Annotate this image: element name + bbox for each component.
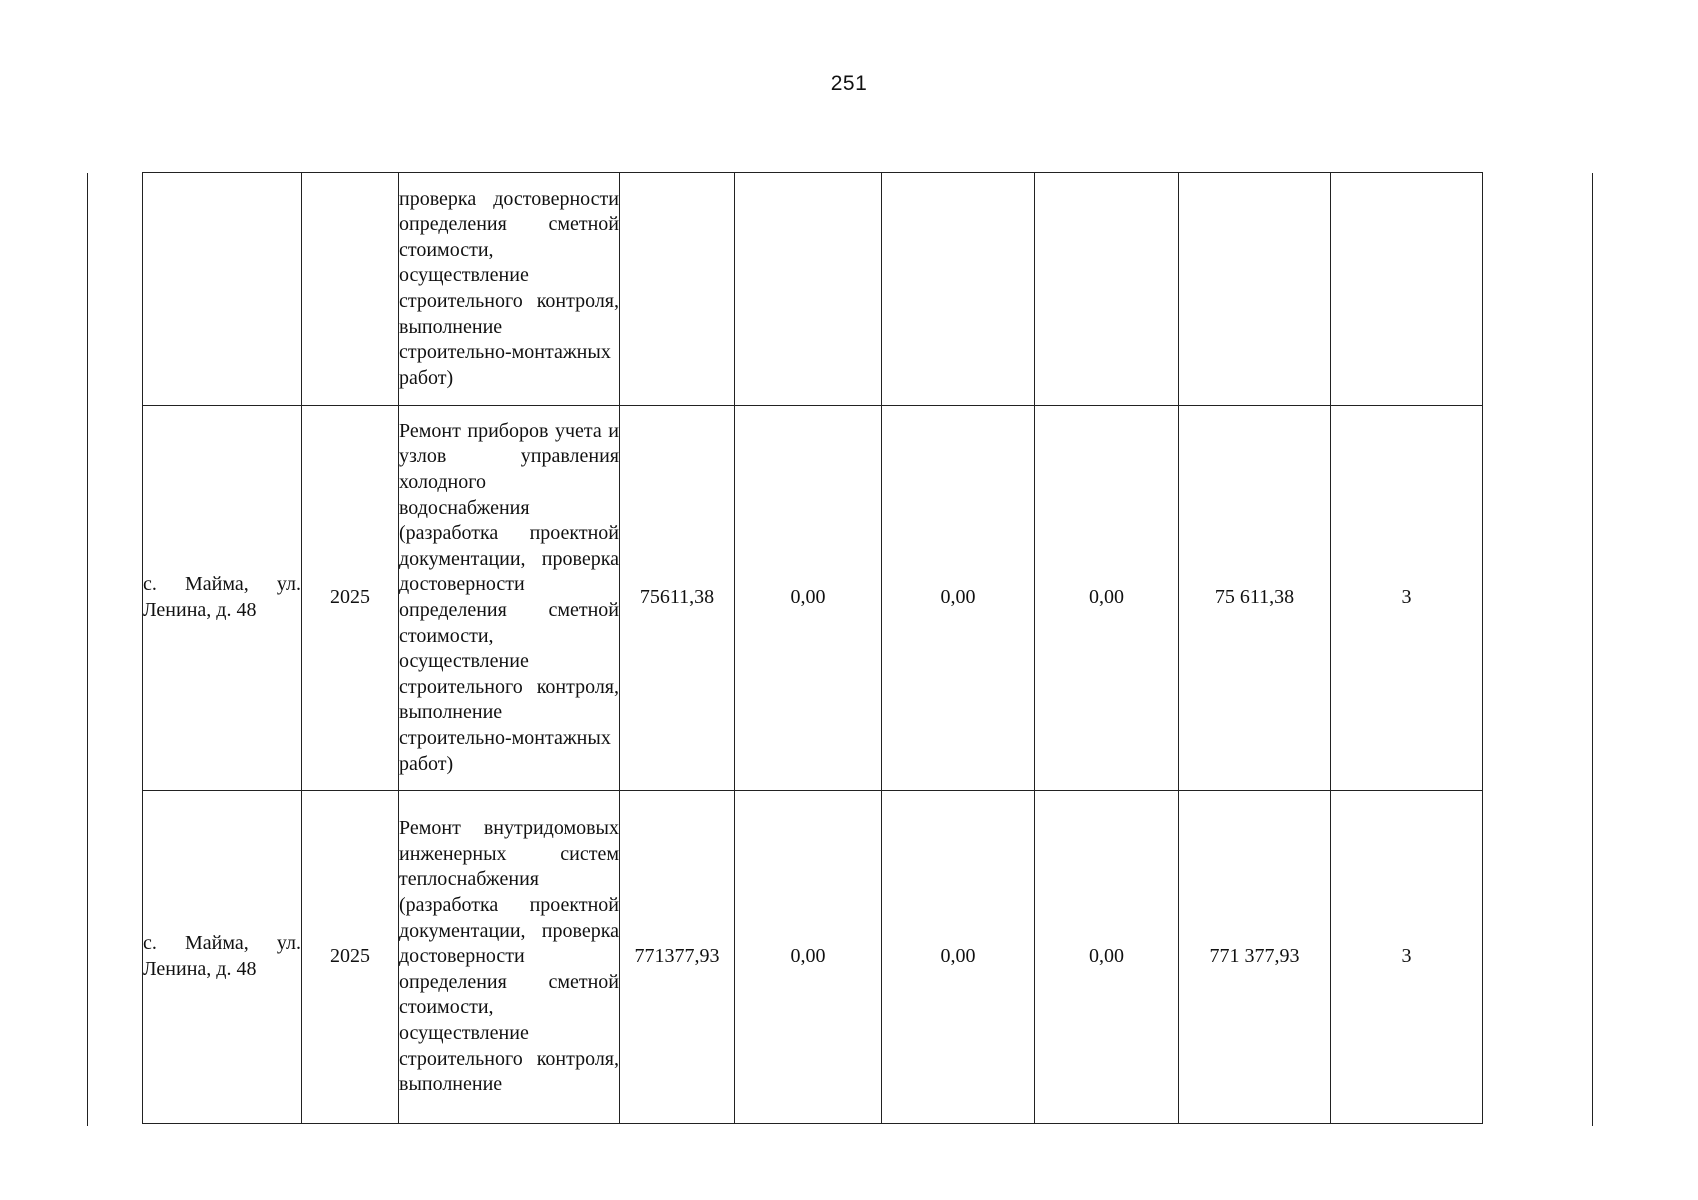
- code-cell: 3: [1331, 791, 1483, 1124]
- total-cell: [1179, 173, 1331, 406]
- amount-cell: [620, 173, 735, 406]
- table-row: [143, 173, 1483, 406]
- year-cell: [302, 173, 399, 406]
- work-description-cell: [399, 173, 620, 406]
- value-cell-1: 0,00: [735, 791, 882, 1124]
- value-cell-2: [882, 173, 1035, 406]
- work-description-text: Ремонт внутридомовых инженерных систем теплоснабжения (разработка проектной документации, проверка достоверности определения сметной стоимости, осуществление строительного контроля, выполнение: [399, 817, 619, 1096]
- value-cell-3: [1035, 173, 1179, 406]
- page-number: 251: [830, 72, 868, 95]
- value-cell-2: 0,00: [882, 406, 1035, 791]
- value-cell-3: 0,00: [1035, 406, 1179, 791]
- value-cell-1: [735, 173, 882, 406]
- code-cell: [1331, 173, 1483, 406]
- table-row: [143, 791, 1483, 1124]
- table-row: [143, 406, 1483, 791]
- amount-cell: 771377,93: [620, 791, 735, 1124]
- repair-program-table: [142, 172, 1483, 1124]
- total-cell: 771 377,93: [1179, 791, 1331, 1124]
- address-cell: [143, 173, 302, 406]
- year-cell: 2025: [302, 406, 399, 791]
- work-description-cell: [399, 406, 620, 791]
- right-margin-line: [1592, 173, 1593, 1126]
- value-cell-3: 0,00: [1035, 791, 1179, 1124]
- work-description-cell: [399, 791, 620, 1124]
- code-cell: 3: [1331, 406, 1483, 791]
- work-description-text: проверка достоверности определения сметной стоимости, осуществление строительного контроля, выполнение строительно-монтажных работ): [399, 187, 619, 389]
- work-description-text: Ремонт приборов учета и узлов управления холодного водоснабжения (разработка проектной документации, проверка достоверности определения сметной стоимости, осуществление строительного контроля, выполнение строительно-монтажных работ): [399, 419, 619, 775]
- address-cell: с. Майма, ул. Ленина, д. 48: [143, 791, 302, 1124]
- value-cell-2: 0,00: [882, 791, 1035, 1124]
- amount-cell: 75611,38: [620, 406, 735, 791]
- left-margin-line: [87, 173, 88, 1126]
- address-cell: с. Майма, ул. Ленина, д. 48: [143, 406, 302, 791]
- total-cell: 75 611,38: [1179, 406, 1331, 791]
- year-cell: 2025: [302, 791, 399, 1124]
- value-cell-1: 0,00: [735, 406, 882, 791]
